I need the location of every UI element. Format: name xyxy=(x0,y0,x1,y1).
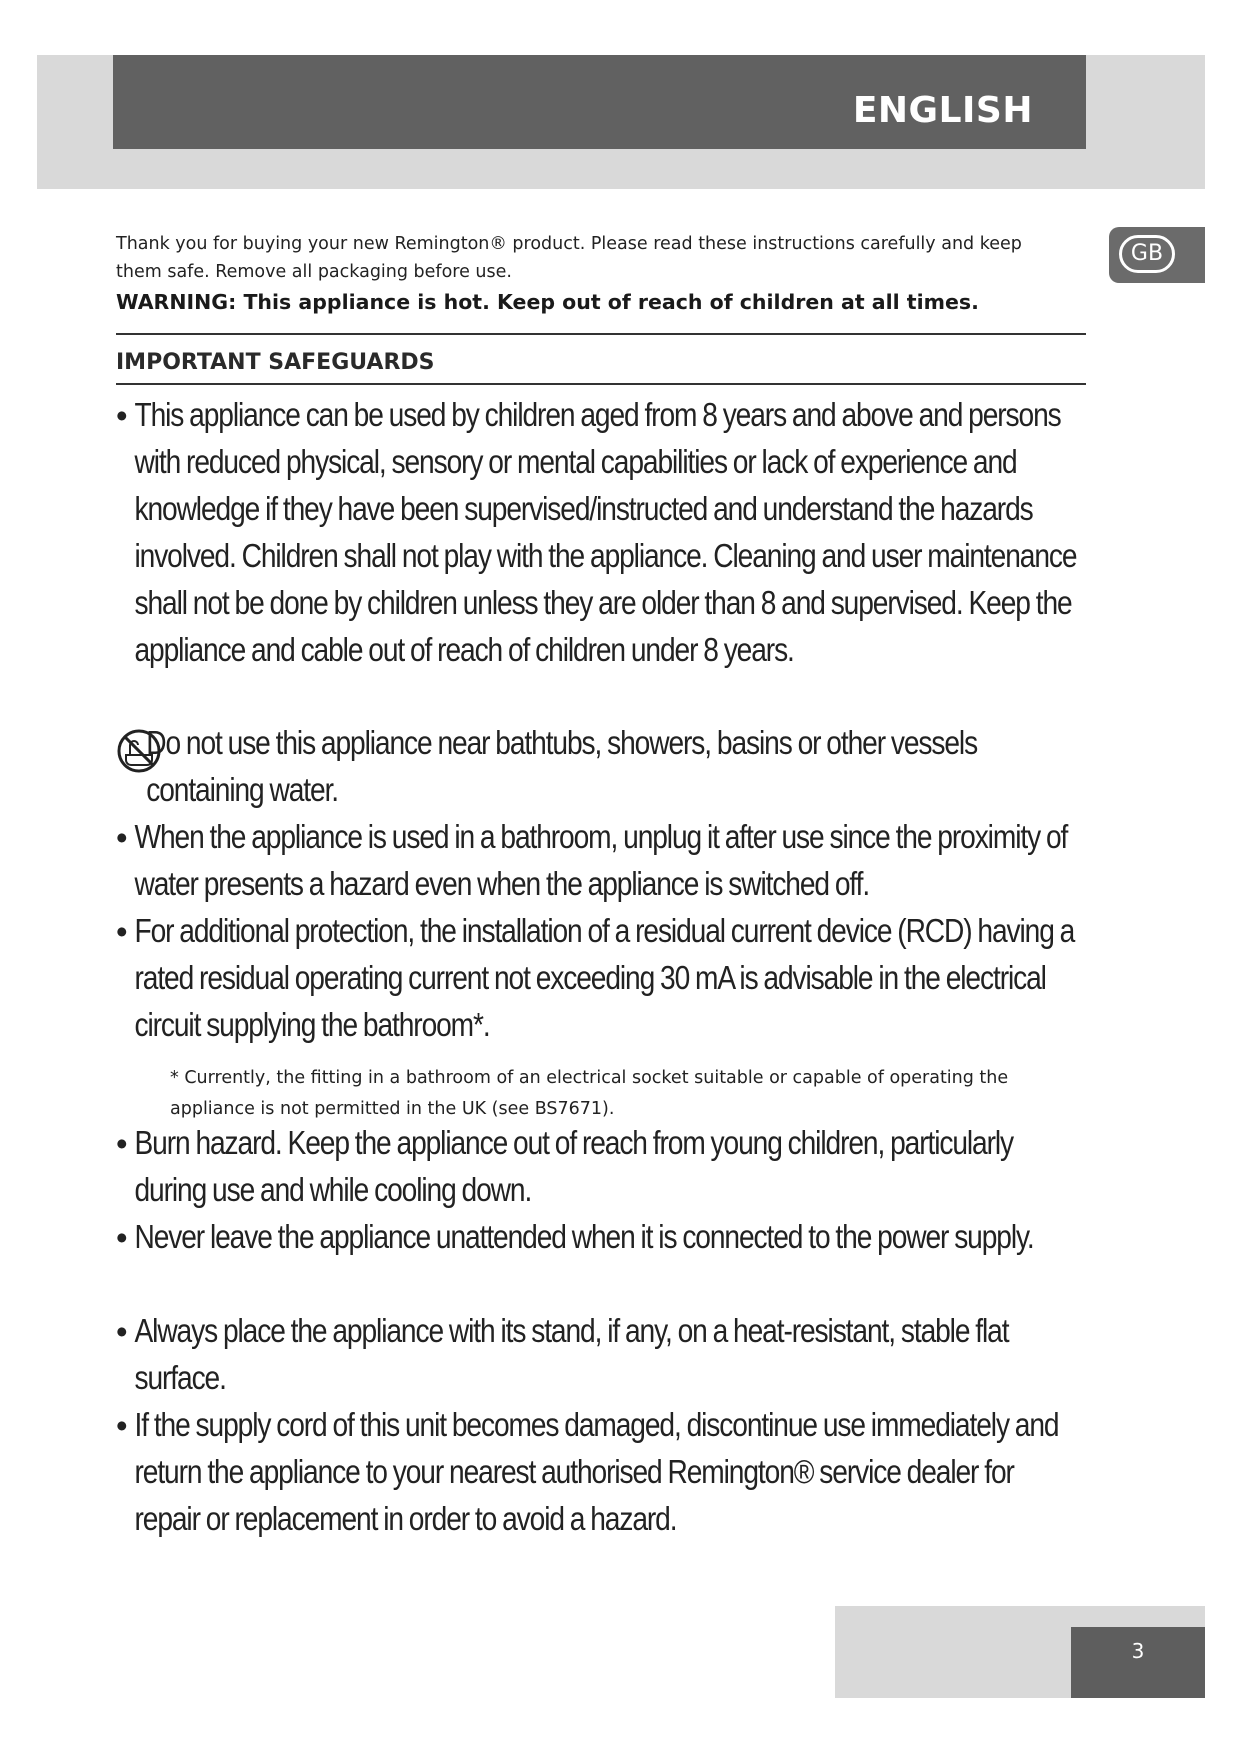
list-item xyxy=(116,1308,1096,1402)
bullet: • xyxy=(116,1407,128,1444)
list-item-text: Do not use this appliance near bathtubs, showers, basins or other vessels containing water. xyxy=(146,725,978,809)
list-item xyxy=(116,1402,1096,1543)
footer-box xyxy=(1071,1627,1205,1698)
list-item-text: Never leave the appliance unattended when it is connected to the power supply. xyxy=(134,1219,1034,1256)
bullet: • xyxy=(116,1313,128,1350)
intro-text: Thank you for buying your new Remington® product. Please read these instructions carefully and keep them safe. Remove all packaging before use. xyxy=(116,234,1022,282)
page-title: ENGLISH xyxy=(852,90,1033,131)
list-item-text: For additional protection, the installation of a residual current device (RCD) having a rated residual operating current not exceeding 30 mA is advisable in the electrical circuit supplying the bathroom*. xyxy=(134,913,1075,1044)
list-item xyxy=(116,908,1096,1049)
language-tab xyxy=(1109,227,1205,283)
list-item xyxy=(116,1120,1096,1214)
header-bar xyxy=(113,55,1086,149)
page-number: 3 xyxy=(1131,1639,1145,1663)
warning-text: WARNING: This appliance is hot. Keep out of reach of children at all times. xyxy=(116,290,979,314)
bullet: • xyxy=(116,1219,128,1256)
list-item-text: If the supply cord of this unit becomes damaged, discontinue use immediately and return the appliance to your nearest authorised Remington® service dealer for repair or replacement in order to avoid a hazard. xyxy=(134,1407,1059,1538)
heading-bottom-rule xyxy=(116,383,1086,385)
section-heading: IMPORTANT SAFEGUARDS xyxy=(116,350,435,375)
heading-top-rule xyxy=(116,333,1086,335)
list-item xyxy=(116,720,1096,814)
bullet: • xyxy=(116,1125,128,1162)
list-item xyxy=(116,1214,1096,1261)
list-item-text: Burn hazard. Keep the appliance out of reach from young children, particularly during use and while cooling down. xyxy=(134,1125,1014,1209)
footnote-text: * Currently, the fitting in a bathroom of an electrical socket suitable or capable of operating the appliance is not permitted in the UK (see BS7671). xyxy=(170,1068,1009,1119)
list-item-text: When the appliance is used in a bathroom, unplug it after use since the proximity of water presents a hazard even when the appliance is switched off. xyxy=(134,819,1068,903)
bullet: • xyxy=(116,819,128,856)
list-item-text: Always place the appliance with its stand, if any, on a heat-resistant, stable flat surface. xyxy=(134,1313,1009,1397)
list-item xyxy=(116,392,1096,674)
list-item xyxy=(116,814,1096,908)
bullet: • xyxy=(116,913,128,950)
language-badge: GB xyxy=(1119,235,1175,273)
list-item-text: This appliance can be used by children aged from 8 years and above and persons with reduced physical, sensory or mental capabilities or lack of experience and knowledge if they have been supervised/instructed and understand the hazards involved. Children shall not play with the appliance. Cleaning and user maintenance shall not be done by children unless they are older than 8 and supervised. Keep the appliance and cable out of reach of children under 8 years. xyxy=(134,397,1077,669)
bullet: • xyxy=(116,397,128,434)
